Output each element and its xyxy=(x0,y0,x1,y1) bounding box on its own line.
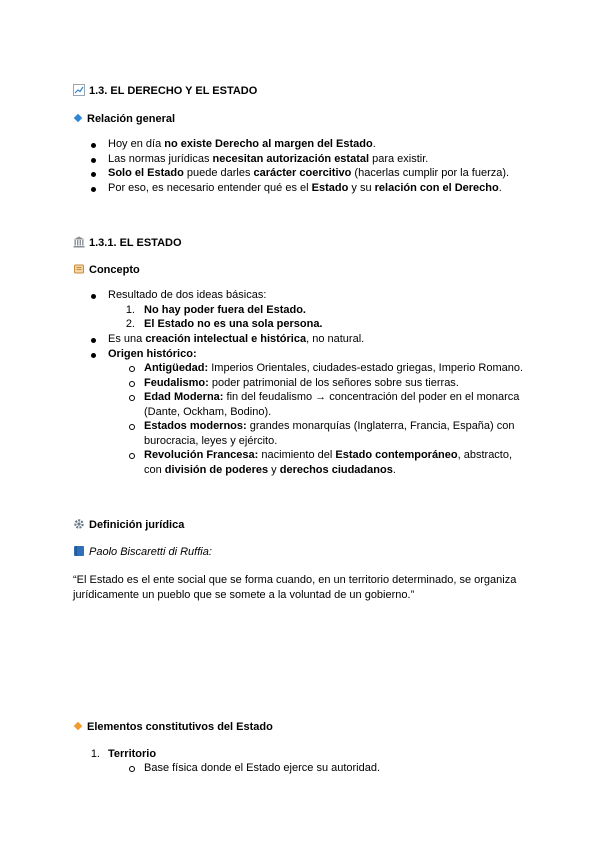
list-number: 2. xyxy=(125,318,135,330)
list-number: 1. xyxy=(90,748,100,760)
list-item: Base física donde el Estado ejerce su autoridad. xyxy=(144,762,381,774)
text: con xyxy=(144,464,165,476)
list-item xyxy=(144,361,523,376)
bold-text: Territorio xyxy=(108,748,157,760)
bold-text: necesitan autorización estatal xyxy=(212,153,370,165)
bold-text: carácter coercitivo xyxy=(253,167,352,179)
text: Hoy en día xyxy=(108,138,165,150)
text: y xyxy=(268,464,280,476)
bold-text: no existe Derecho al margen del Estado xyxy=(164,138,373,150)
text: para existir. xyxy=(369,153,429,165)
circle-bullet-icon xyxy=(129,366,135,372)
scroll-icon xyxy=(73,263,85,275)
list-item xyxy=(144,448,512,463)
bold-text: El Estado no es una sola persona. xyxy=(144,318,323,330)
author-name: Paolo Biscaretti di Ruffia: xyxy=(89,546,212,558)
bold-text: Revolución Francesa: xyxy=(144,449,259,461)
elementos-heading xyxy=(73,720,273,735)
relacion-heading-text: Relación general xyxy=(87,113,176,125)
bullet-icon xyxy=(91,143,96,148)
classical-building-icon xyxy=(73,236,85,248)
list-item xyxy=(108,332,364,347)
text: fin del feudalismo → concentración del poder en el monarca xyxy=(223,391,520,403)
text: . xyxy=(392,464,396,476)
bold-text: Solo el Estado xyxy=(108,167,184,179)
text: , abstracto, xyxy=(457,449,513,461)
bold-text: Feudalismo: xyxy=(144,377,209,389)
bold-text: derechos ciudadanos xyxy=(279,464,393,476)
bold-text: división de poderes xyxy=(164,464,269,476)
text: . xyxy=(498,182,502,194)
elementos-heading-text: Elementos constitutivos del Estado xyxy=(87,721,273,733)
text: , no natural. xyxy=(306,333,365,345)
list-item xyxy=(108,137,376,152)
text: poder patrimonial de los señores sobre sus tierras. xyxy=(208,377,459,389)
bold-text: Origen histórico: xyxy=(108,348,197,360)
text: Por eso, es necesario entender qué es el xyxy=(108,182,312,194)
list-item-continuation: (Dante, Ockham, Bodino). xyxy=(144,406,272,418)
text: nacimiento del xyxy=(258,449,336,461)
bold-text: Estados modernos: xyxy=(144,420,247,432)
circle-bullet-icon xyxy=(129,424,135,430)
chart-icon xyxy=(73,84,85,96)
list-item xyxy=(108,166,509,181)
quote-line: jurídicamente un pueblo que se somete a la voluntad de un gobierno.” xyxy=(73,589,415,601)
bullet-icon xyxy=(91,158,96,163)
text: Es una xyxy=(108,333,146,345)
concepto-heading-text: Concepto xyxy=(89,264,140,276)
relacion-heading xyxy=(73,112,175,127)
gear-icon xyxy=(73,518,85,530)
subsection-title-text: 1.3.1. EL ESTADO xyxy=(89,237,182,249)
bold-text: creación intelectual e histórica xyxy=(145,333,307,345)
list-item xyxy=(108,747,156,762)
section-title-text: 1.3. EL DERECHO Y EL ESTADO xyxy=(89,85,258,97)
list-item xyxy=(108,347,197,362)
bold-text: Antigüedad: xyxy=(144,362,209,374)
bold-text: Estado contemporáneo xyxy=(335,449,458,461)
list-item xyxy=(108,152,428,167)
text: (hacerlas cumplir por la fuerza). xyxy=(351,167,510,179)
text: y su xyxy=(348,182,375,194)
blue-diamond-icon xyxy=(74,114,82,122)
list-item xyxy=(144,376,459,391)
list-item xyxy=(144,317,323,332)
circle-bullet-icon xyxy=(129,381,135,387)
author-line xyxy=(73,545,212,560)
circle-bullet-icon xyxy=(129,453,135,459)
list-item xyxy=(144,303,306,318)
orange-diamond-icon xyxy=(74,722,82,730)
text: . xyxy=(372,138,376,150)
list-item: Resultado de dos ideas básicas: xyxy=(108,289,267,301)
concepto-heading xyxy=(73,263,140,278)
blue-book-icon xyxy=(73,545,85,557)
bullet-icon xyxy=(91,187,96,192)
quote-line: “El Estado es el ente social que se forma cuando, en un territorio determinado, se organiza xyxy=(73,574,517,586)
bullet-icon xyxy=(91,172,96,177)
text: Imperios Orientales, ciudades-estado griegas, Imperio Romano. xyxy=(208,362,524,374)
list-item xyxy=(144,419,515,434)
bullet-icon xyxy=(91,294,96,299)
bold-text: No hay poder fuera del Estado. xyxy=(144,304,306,316)
bullet-icon xyxy=(91,338,96,343)
text: Las normas jurídicas xyxy=(108,153,213,165)
definicion-heading-text: Definición jurídica xyxy=(89,519,185,531)
list-item-continuation: burocracia, leyes y ejército. xyxy=(144,435,278,447)
list-item-continuation xyxy=(144,463,396,478)
text: grandes monarquías (Inglaterra, Francia, España) con xyxy=(246,420,515,432)
definicion-heading xyxy=(73,518,184,533)
section-title xyxy=(73,84,257,99)
circle-bullet-icon xyxy=(129,766,135,772)
bullet-icon xyxy=(91,353,96,358)
list-item xyxy=(108,181,502,196)
circle-bullet-icon xyxy=(129,395,135,401)
text: puede darles xyxy=(183,167,254,179)
subsection-title xyxy=(73,236,182,251)
list-number: 1. xyxy=(125,304,135,316)
bold-text: Estado xyxy=(311,182,349,194)
bold-text: relación con el Derecho xyxy=(374,182,499,194)
list-item xyxy=(144,390,519,405)
bold-text: Edad Moderna: xyxy=(144,391,224,403)
